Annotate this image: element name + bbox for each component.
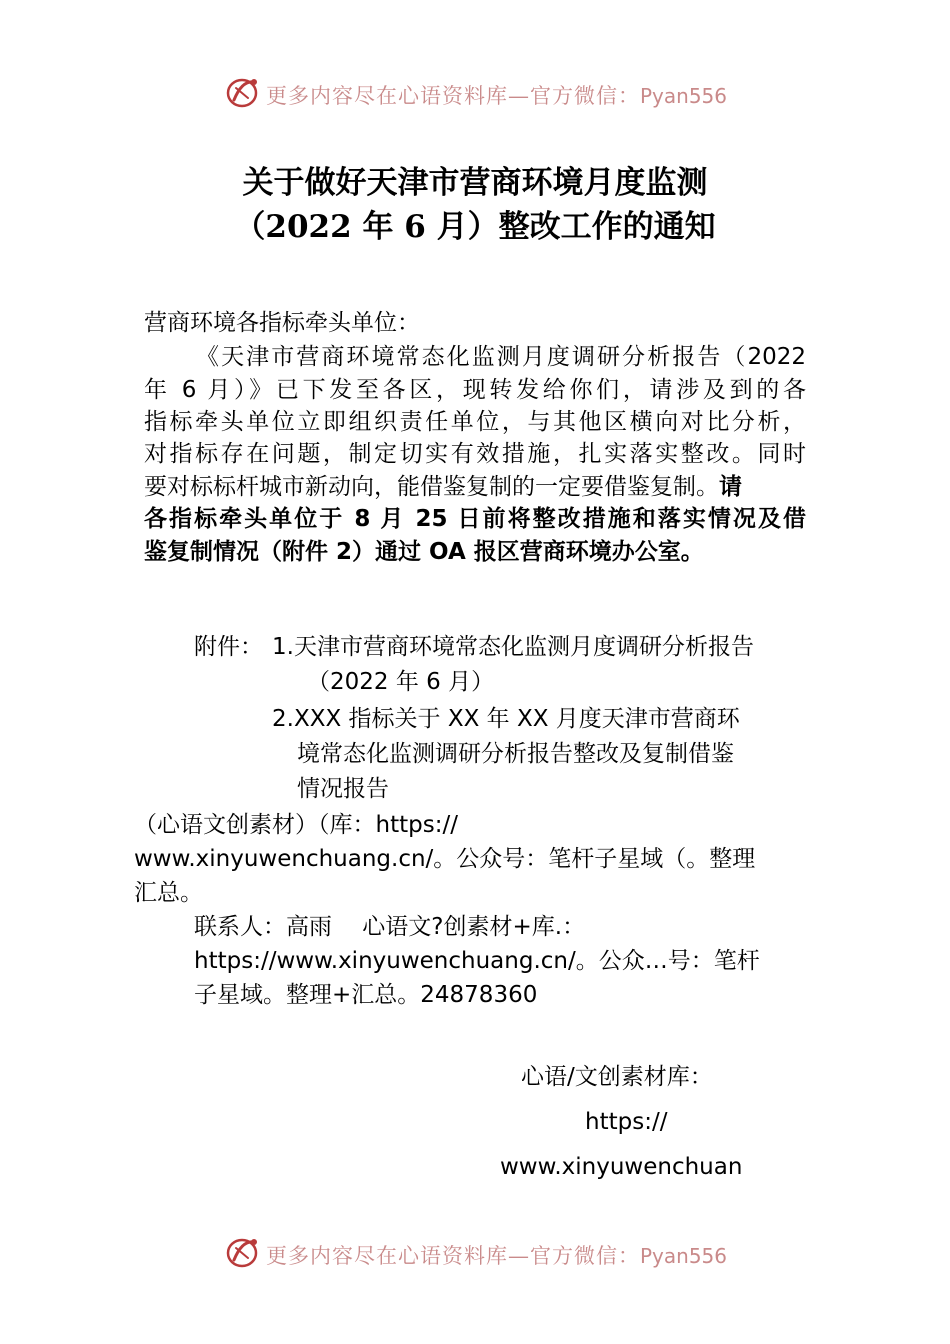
- watermark-logo-icon: [224, 1234, 262, 1270]
- attachment-2-line-3: 情况报告: [297, 776, 389, 802]
- attachment-1-line-1: 1.天津市营商环境常态化监测月度调研分析报告: [272, 634, 754, 660]
- note-line-1: （心语文创素材）（库：https://: [134, 812, 458, 838]
- watermark-logo-icon: [224, 74, 262, 110]
- body-line-7: 鉴复制情况（附件 2）通过 OA 报区营商环境办公室。: [144, 539, 704, 565]
- body-line-5: [144, 471, 806, 503]
- signature-line-2: https://: [585, 1109, 668, 1135]
- document-title-line-1: 关于做好天津市营商环境月度监测: [242, 165, 708, 201]
- document-title-line-2: （2022 年 6 月）整改工作的通知: [234, 209, 716, 245]
- signature-line-3: www.xinyuwenchuan: [500, 1154, 743, 1180]
- body-line-1: 《天津市营商环境常态化监测月度调研分析报告（2022: [196, 344, 806, 370]
- watermark-text: 更多内容尽在心语资料库—官方微信：Pyan556: [266, 1244, 728, 1268]
- contact-line-3: 子星域。整理+汇总。24878360: [194, 982, 538, 1008]
- attachment-2-line-1: 2.XXX 指标关于 XX 年 XX 月度天津市营商环: [272, 706, 740, 732]
- body-line-2: 年 6 月）》已下发至各区，现转发给你们，请涉及到的各: [144, 377, 806, 403]
- body-line-5-bold: 请: [719, 474, 742, 500]
- watermark-text: 更多内容尽在心语资料库—官方微信：Pyan556: [266, 84, 728, 108]
- signature-line-1: 心语/文创素材库：: [521, 1064, 713, 1090]
- attachment-2-line-2: 境常态化监测调研分析报告整改及复制借鉴: [297, 741, 734, 767]
- watermark-id: Pyan556: [640, 84, 728, 108]
- header-watermark: [0, 72, 950, 112]
- body-line-4: 对指标存在问题，制定切实有效措施，扎实落实整改。同时: [144, 441, 806, 467]
- contact-line-2: https://www.xinyuwenchuang.cn/。公众…号：笔杆: [194, 948, 760, 974]
- body-line-3: 指标牵头单位立即组织责任单位，与其他区横向对比分析，: [144, 409, 806, 435]
- attachments-label: 附件：: [194, 634, 263, 660]
- body-line-5-normal: 要对标标杆城市新动向，能借鉴复制的一定要借鉴复制。: [144, 474, 719, 500]
- footer-watermark: [0, 1232, 950, 1272]
- watermark-id: Pyan556: [640, 1244, 728, 1268]
- note-line-2: www.xinyuwenchuang.cn/。公众号：笔杆子星域（。整理: [134, 846, 756, 872]
- salutation: 营商环境各指标牵头单位：: [144, 310, 420, 336]
- body-line-6: 各指标牵头单位于 8 月 25 日前将整改措施和落实情况及借: [144, 506, 806, 532]
- contact-line-1: 联系人：高雨 心语文?创素材+库.：: [194, 914, 586, 940]
- note-line-3: 汇总。: [134, 880, 203, 906]
- attachment-1-line-2: （2022 年 6 月）: [307, 669, 495, 695]
